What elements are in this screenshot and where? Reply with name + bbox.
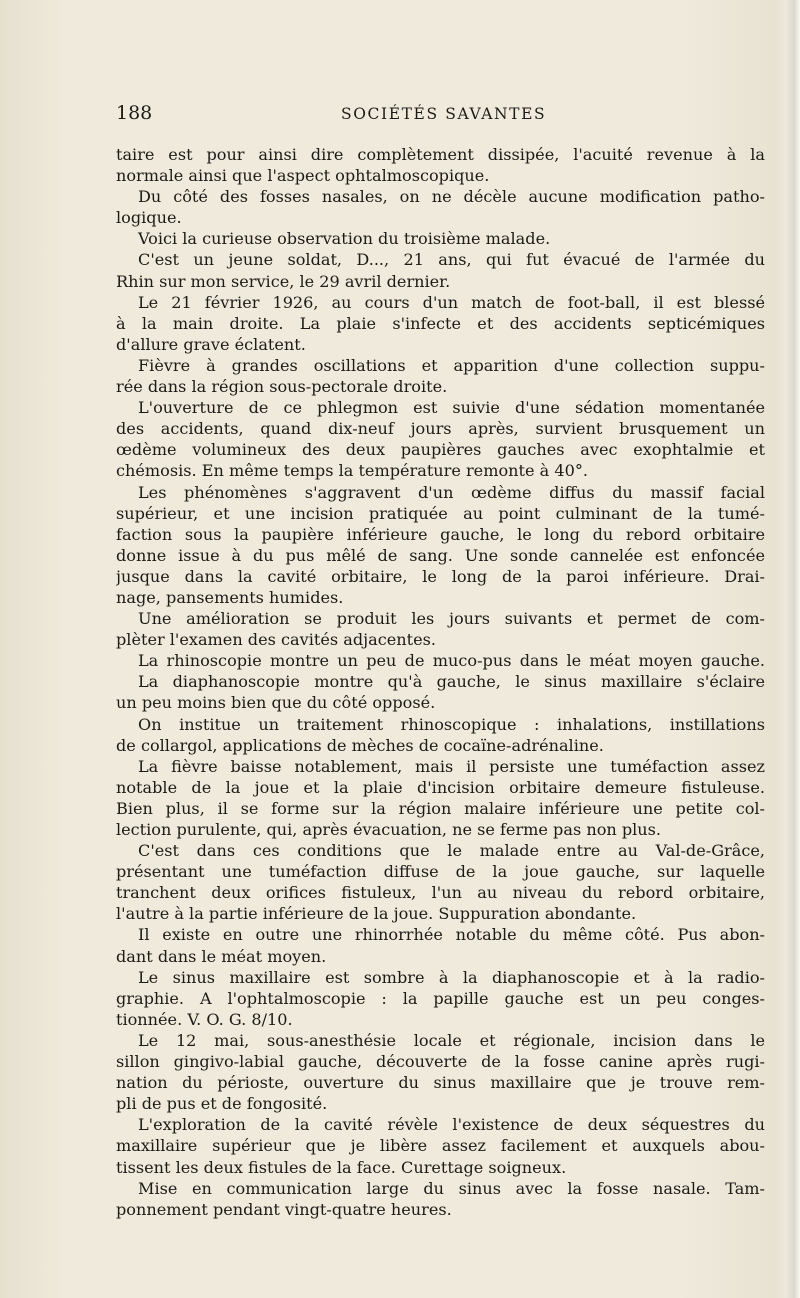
text-line: Une amélioration se produit les jours suivants et permet de com- bbox=[138, 609, 765, 629]
text-line: l'autre à la partie inférieure de la joue. Suppuration abondante. bbox=[116, 904, 637, 924]
text-line: graphie. A l'ophtalmoscopie : la papille gauche est un peu conges- bbox=[116, 988, 765, 1008]
page-header bbox=[116, 102, 766, 130]
text-line: La fièvre baisse notablement, mais il persiste une tuméfaction assez bbox=[138, 756, 765, 776]
text-line: notable de la joue et la plaie d'incision orbitaire demeure fistuleuse. bbox=[116, 777, 765, 797]
text-line: rée dans la région sous-pectorale droite. bbox=[116, 377, 448, 397]
running-title: SOCIÉTÉS SAVANTES bbox=[341, 105, 547, 123]
text-line: sillon gingivo-labial gauche, découverte de la fosse canine après rugi- bbox=[116, 1052, 765, 1072]
text-line: un peu moins bien que du côté opposé. bbox=[116, 693, 436, 713]
text-line: ponnement pendant vingt-quatre heures. bbox=[116, 1199, 452, 1219]
text-line: Du côté des fosses nasales, on ne décèle aucune modification patho- bbox=[138, 187, 765, 207]
text-line: chémosis. En même temps la température remonte à 40°. bbox=[116, 461, 588, 481]
text-line: faction sous la paupière inférieure gauche, le long du rebord orbitaire bbox=[116, 524, 765, 544]
text-line: donne issue à du pus mêlé de sang. Une sonde cannelée est enfoncée bbox=[116, 545, 765, 565]
text-line: tissent les deux fistules de la face. Curettage soigneux. bbox=[116, 1157, 567, 1177]
text-line: Voici la curieuse observation du troisième malade. bbox=[138, 229, 551, 249]
text-line: La diaphanoscopie montre qu'à gauche, le sinus maxillaire s'éclaire bbox=[138, 672, 765, 692]
text-line: La rhinoscopie montre un peu de muco-pus dans le méat moyen gauche. bbox=[138, 651, 765, 671]
body-text bbox=[116, 144, 765, 1220]
text-line: jusque dans la cavité orbitaire, le long de la paroi inférieure. Drai- bbox=[116, 566, 765, 586]
text-line: Bien plus, il se forme sur la région malaire inférieure une petite col- bbox=[116, 798, 765, 818]
text-line: des accidents, quand dix-neuf jours après, survient brusquement un bbox=[116, 419, 765, 439]
text-line: tranchent deux orifices fistuleux, l'un au niveau du rebord orbitaire, bbox=[116, 883, 765, 903]
text-line: pli de pus et de fongosité. bbox=[116, 1094, 328, 1114]
text-line: Le sinus maxillaire est sombre à la diaphanoscopie et à la radio- bbox=[138, 967, 765, 987]
text-line: supérieur, et une incision pratiquée au point culminant de la tumé- bbox=[116, 503, 765, 523]
text-line: logique. bbox=[116, 208, 182, 228]
text-line: Les phénomènes s'aggravent d'un œdème diffus du massif facial bbox=[138, 482, 765, 502]
text-line: C'est un jeune soldat, D..., 21 ans, qui fut évacué de l'armée du bbox=[138, 250, 765, 270]
text-line: L'ouverture de ce phlegmon est suivie d'une sédation momentanée bbox=[138, 398, 765, 418]
page-edge-shadow bbox=[786, 0, 800, 1298]
text-line: dant dans le méat moyen. bbox=[116, 946, 327, 966]
text-line: Il existe en outre une rhinorrhée notable du même côté. Pus abon- bbox=[138, 925, 765, 945]
text-line: Rhin sur mon service, le 29 avril dernier. bbox=[116, 271, 451, 291]
page-number: 188 bbox=[116, 102, 153, 124]
text-line: Le 12 mai, sous-anesthésie locale et régionale, incision dans le bbox=[138, 1030, 765, 1050]
text-line: plèter l'examen des cavités adjacentes. bbox=[116, 630, 436, 650]
text-line: tionnée. V. O. G. 8/10. bbox=[116, 1009, 293, 1029]
text-line: œdème volumineux des deux paupières gauches avec exophtalmie et bbox=[116, 440, 765, 460]
text-line: L'exploration de la cavité révèle l'existence de deux séquestres du bbox=[138, 1115, 765, 1135]
text-line: nation du périoste, ouverture du sinus maxillaire que je trouve rem- bbox=[116, 1073, 765, 1093]
text-line: Mise en communication large du sinus avec la fosse nasale. Tam- bbox=[138, 1178, 765, 1198]
text-line: lection purulente, qui, après évacuation, ne se ferme pas non plus. bbox=[116, 820, 662, 839]
text-line: maxillaire supérieur que je libère assez facilement et auxquels abou- bbox=[116, 1136, 765, 1156]
text-line: présentant une tuméfaction diffuse de la joue gauche, sur laquelle bbox=[116, 862, 765, 882]
text-line: On institue un traitement rhinoscopique : inhalations, instillations bbox=[138, 714, 765, 734]
text-line: nage, pansements humides. bbox=[116, 587, 344, 607]
text-line: de collargol, applications de mèches de cocaïne-adrénaline. bbox=[116, 735, 604, 755]
text-line: à la main droite. La plaie s'infecte et des accidents septicémiques bbox=[116, 313, 765, 333]
text-line: C'est dans ces conditions que le malade entre au Val-de-Grâce, bbox=[138, 841, 765, 861]
text-line: d'allure grave éclatent. bbox=[116, 334, 306, 354]
text-line: normale ainsi que l'aspect ophtalmoscopique. bbox=[116, 166, 490, 186]
text-line: taire est pour ainsi dire complètement dissipée, l'acuité revenue à la bbox=[116, 145, 765, 164]
text-line: Fièvre à grandes oscillations et apparition d'une collection suppu- bbox=[138, 355, 765, 375]
text-line: Le 21 février 1926, au cours d'un match de foot-ball, il est blessé bbox=[138, 292, 765, 312]
